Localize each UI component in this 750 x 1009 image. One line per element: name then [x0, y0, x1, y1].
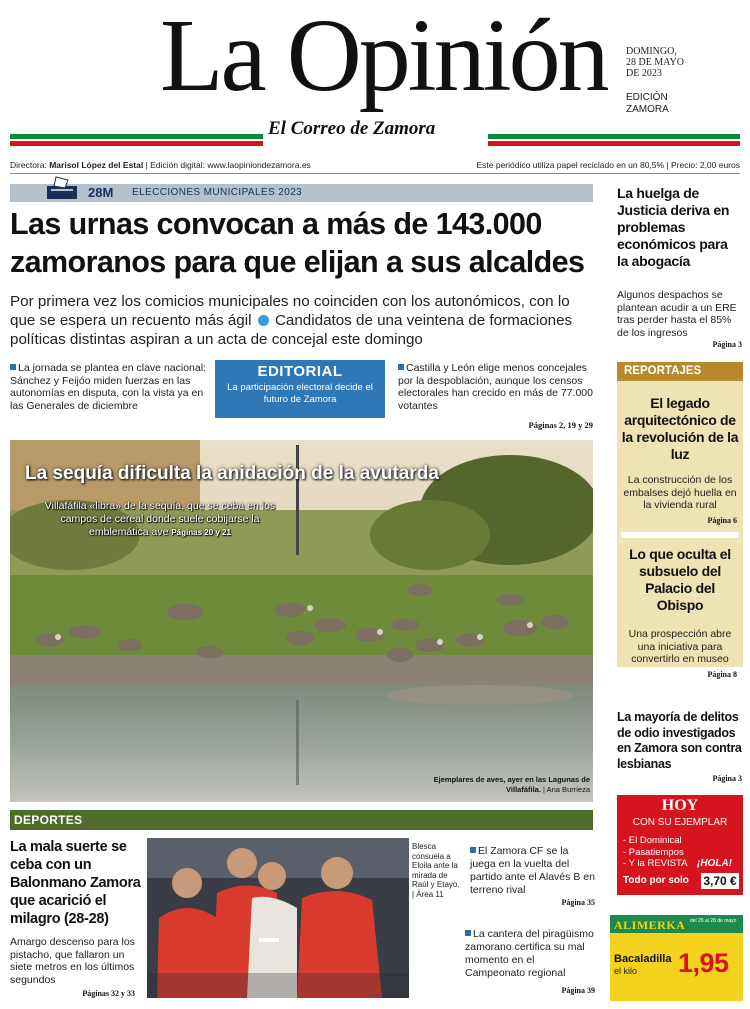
hoy-price: 3,70 € [701, 873, 739, 889]
sports-section-bar [10, 810, 593, 830]
hoy-price-label: Todo por solo [623, 875, 689, 886]
ballot-box-icon [45, 176, 79, 200]
editorial-text: La participación electoral decide el futuro de Zamora [227, 382, 373, 405]
edition-line: EDICIÓN [626, 92, 668, 103]
hoy-title: HOY [661, 797, 699, 814]
edition-label [626, 92, 669, 116]
editorial-box[interactable] [215, 360, 385, 418]
credits-line [10, 160, 740, 174]
sports-photo-caption-text: Blesca consuela a Eloila ante la mirada de Raúl y Etayo. [412, 842, 460, 889]
paper-note: Este periódico utiliza papel reciclado en un 80,5% | Precio: 2,00 euros [476, 160, 740, 170]
square-bullet-icon [470, 847, 476, 853]
bullet-dot-icon [258, 315, 269, 326]
newspaper-sublogo: El Correo de Zamora [268, 118, 436, 139]
election-label: ELECCIONES MUNICIPALES 2023 [132, 187, 303, 198]
sports-brief-pages: Página 39 [561, 986, 595, 995]
alimerka-product: Bacaladilla [614, 953, 672, 965]
digital-edition[interactable]: | Edición digital: www.laopiniondezamora.es [145, 160, 311, 170]
election-pages: Páginas 2, 19 y 29 [528, 420, 593, 430]
list-item: - Pasatiempos [623, 846, 684, 858]
photo-title[interactable]: La sequía dificulta la anidación de la avutarda [25, 463, 439, 484]
hoy-promo-box[interactable] [617, 795, 743, 895]
architecture-summary: La construcción de los embalses dejó huella en la vivienda rural [623, 474, 737, 511]
list-item: - Y la REVISTA [623, 858, 688, 869]
newspaper-logo[interactable]: La Opinión [160, 0, 607, 113]
subhead-part: Por primera vez los comicios municipales no coinciden con los autonómicos, con lo que se espera un recuento más ágil [10, 293, 570, 329]
date-line: DE 2023 [626, 68, 662, 79]
sports-brief-pages: Página 35 [561, 898, 595, 907]
alimerka-unit: el kilo [614, 966, 638, 976]
square-bullet-icon [465, 930, 471, 936]
reportajes-label[interactable]: REPORTAJES [624, 365, 702, 377]
hoy-subtitle: CON SU EJEMPLAR [632, 817, 728, 828]
date-line: 28 DE MAYO [626, 57, 684, 68]
sports-section-label[interactable]: DEPORTES [14, 813, 83, 827]
alimerka-dates: del 26 al 28 de mayo [690, 918, 737, 924]
justice-strike-pages: Página 3 [712, 340, 742, 349]
list-item: - El Dominical [623, 835, 682, 846]
lagoon-birds-photo[interactable] [10, 440, 593, 802]
main-headline[interactable]: Las urnas convocan a más de 143.000 zamoranos para que elijan a sus alcaldes [10, 207, 585, 279]
sports-photo-credit: | Área 11 [412, 889, 444, 899]
hate-crimes-pages: Página 3 [712, 774, 742, 783]
issue-date [626, 46, 684, 79]
sports-headline[interactable]: La mala suerte se ceba con un Balonmano Zamora que acarició el milagro (28-28) [10, 839, 141, 927]
architecture-headline[interactable]: El legado arquitectónico de la revolución de la luz [621, 395, 739, 462]
subhead-part: Candidatos de una veintena de formaciones políticas distintas aspiran a un acta de concejal este domingo [10, 312, 573, 348]
election-brief-left[interactable] [10, 362, 210, 412]
election-brief-right[interactable] [398, 362, 593, 412]
brief-text: Castilla y León elige menos concejales por la despoblación, aunque los censos electorales han crecido en más de 77.000 votantes [398, 362, 593, 412]
date-line: DOMINGO, [626, 46, 677, 57]
sports-brief-canoeing[interactable] [465, 928, 597, 980]
hola-magazine-logo: ¡HOLA! [697, 858, 732, 869]
photo-summary [40, 500, 280, 539]
alimerka-price: 1,95 [678, 948, 729, 978]
square-bullet-icon [398, 364, 404, 370]
justice-strike-summary: Algunos despachos se plantean acudir a un ERE tras perder hasta el 85% de los ingresos [617, 289, 737, 339]
photo-caption [430, 775, 590, 794]
photo-summary-text: Villafáfila «libra» de la sequía, que se ceba en los campos de cereal donde suele cobijarse la emblemática ave [44, 500, 276, 538]
handball-players-photo[interactable] [147, 838, 409, 998]
election-tag: 28M [88, 185, 114, 200]
justice-strike-headline[interactable]: La huelga de Justicia deriva en problemas económicos para la abogacía [617, 185, 730, 269]
palace-pages: Página 8 [707, 670, 737, 679]
brief-text: La cantera del piragüismo zamorano certifica su mal momento en el Campeonato regional [465, 928, 594, 979]
photo-caption-text: Ejemplares de aves, ayer en las Lagunas de Villafáfila. [433, 775, 590, 794]
square-bullet-icon [10, 364, 16, 370]
director-label: Directora: [10, 160, 47, 170]
sports-photo-caption [412, 842, 462, 899]
alimerka-logo: ALIMERKA [614, 918, 686, 932]
sports-brief-football[interactable] [470, 845, 595, 897]
editorial-title: EDITORIAL [257, 363, 343, 380]
architecture-pages: Página 6 [707, 516, 737, 525]
sports-pages: Páginas 32 y 33 [82, 989, 135, 998]
photo-pages: Páginas 20 y 21 [171, 528, 231, 537]
palace-summary: Una prospección abre una iniciativa para convertirlo en museo [628, 628, 732, 665]
reportajes-divider [621, 532, 739, 538]
brief-text: El Zamora CF se la juega en la vuelta del partido ante el Alavés B en terreno rival [470, 845, 595, 896]
main-subhead [10, 292, 595, 349]
director-credit [10, 160, 311, 170]
edition-line: ZAMORA [626, 104, 669, 115]
sports-summary: Amargo descenso para los pistacho, que fallaron un siete metros en los últimos segundos [10, 936, 135, 986]
palace-headline[interactable]: Lo que oculta el subsuelo del Palacio del Obispo [629, 546, 731, 613]
photo-credit: | Ana Burrieza [543, 784, 590, 794]
brief-text: La jornada se plantea en clave nacional: Sánchez y Feijóo miden fuerzas en las autonomías en disputa, con la vista ya en las Generales de diciembre [10, 362, 206, 412]
director-name: Marisol López del Estal [49, 160, 144, 170]
hate-crimes-headline[interactable]: La mayoría de delitos de odio investigados en Zamora son contra lesbianas [617, 710, 742, 771]
